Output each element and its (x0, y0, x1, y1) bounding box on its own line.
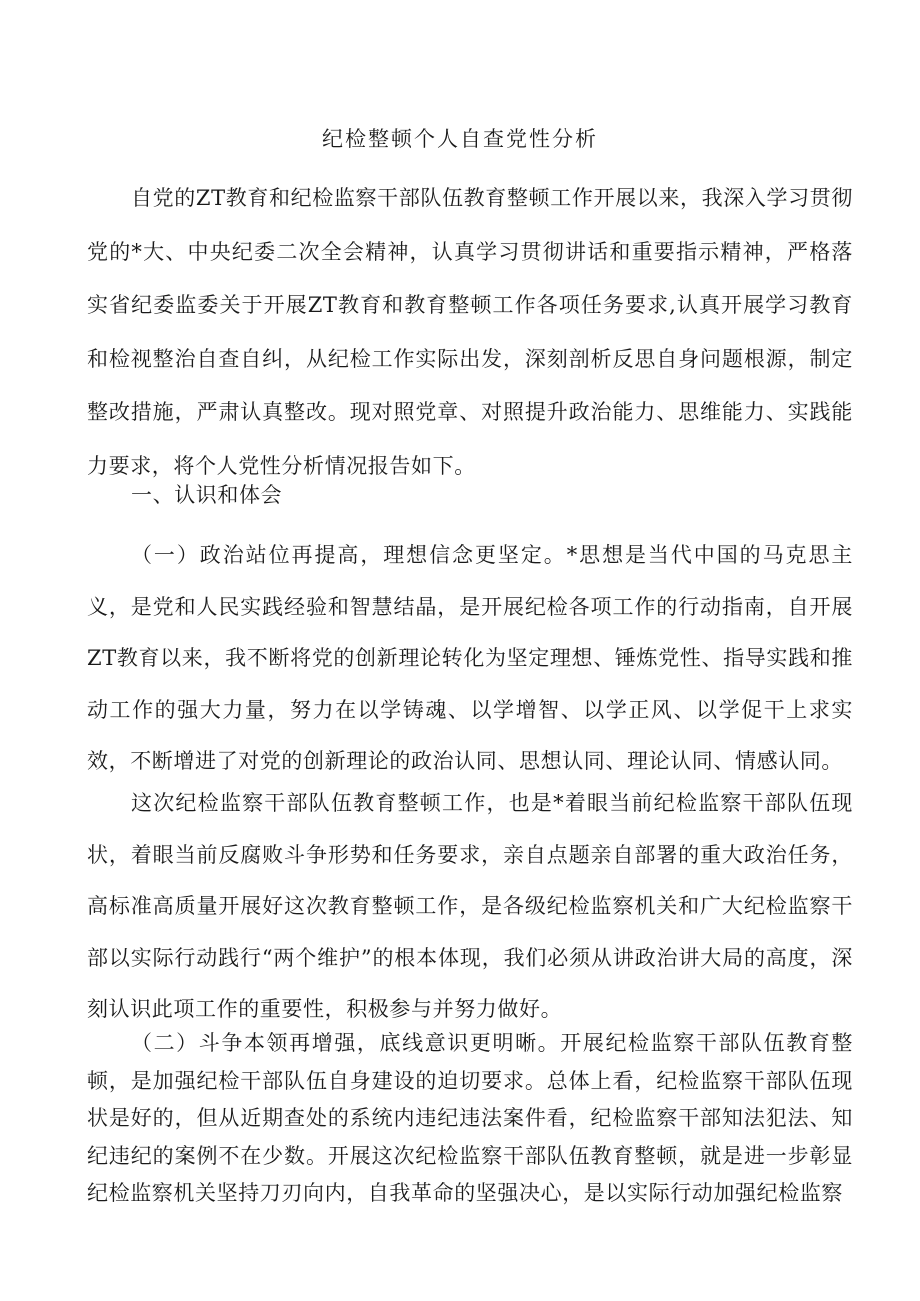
document-title: 纪检整顿个人自查党性分析 (322, 127, 598, 151)
section-heading-understanding: 一、认识和体会 (131, 483, 283, 507)
subsection-political-stance-paragraph: （一）政治站位再提高，理想信念更坚定。*思想是当代中国的马克思主义，是党和人民实践经验和智慧结晶，是开展纪检各项工作的行动指南，自开展ZT教育以来，我不断将党的创新理论转化为坚定理想、锤炼党性、指导实践和推动工作的强大力量，努力在以学铸魂、以学增智、以学正风、以学促干上求实效，不断增进了对党的创新理论的政治认同、思想认同、理论认同、情感认同。 (87, 543, 853, 773)
intro-paragraph: 自党的ZT教育和纪检监察干部队伍教育整顿工作开展以来，我深入学习贯彻党的*大、中央纪委二次全会精神，认真学习贯彻讲话和重要指示精神，严格落实省纪委监委关于开展ZT教育和教育整顿工作各项任务要求,认真开展学习教育和检视整治自查自纠，从纪检工作实际出发，深刻剖析反思自身问题根源，制定整改措施，严肃认真整改。现对照党章、对照提升政治能力、思维能力、实践能力要求，将个人党性分析情况报告如下。 (87, 186, 853, 478)
education-rectification-paragraph: 这次纪检监察干部队伍教育整顿工作，也是*着眼当前纪检监察干部队伍现状，着眼当前反腐败斗争形势和任务要求，亲自点题亲自部署的重大政治任务，高标准高质量开展好这次教育整顿工作，是各级纪检监察机关和广大纪检监察干部以实际行动践行“两个维护”的根本体现，我们必须从讲政治讲大局的高度，深刻认识此项工作的重要性，积极参与并努力做好。 (87, 791, 853, 1021)
subsection-struggle-ability-paragraph: （二）斗争本领再增强，底线意识更明晰。开展纪检监察干部队伍教育整顿，是加强纪检干部队伍自身建设的迫切要求。总体上看，纪检监察干部队伍现状是好的，但从近期查处的系统内违纪违法案件看，纪检监察干部知法犯法、知纪违纪的案例不在少数。开展这次纪检监察干部队伍教育整顿，就是进一步彰显纪检监察机关坚持刀刃向内，自我革命的坚强决心，是以实际行动加强纪检监察 (87, 1031, 853, 1205)
